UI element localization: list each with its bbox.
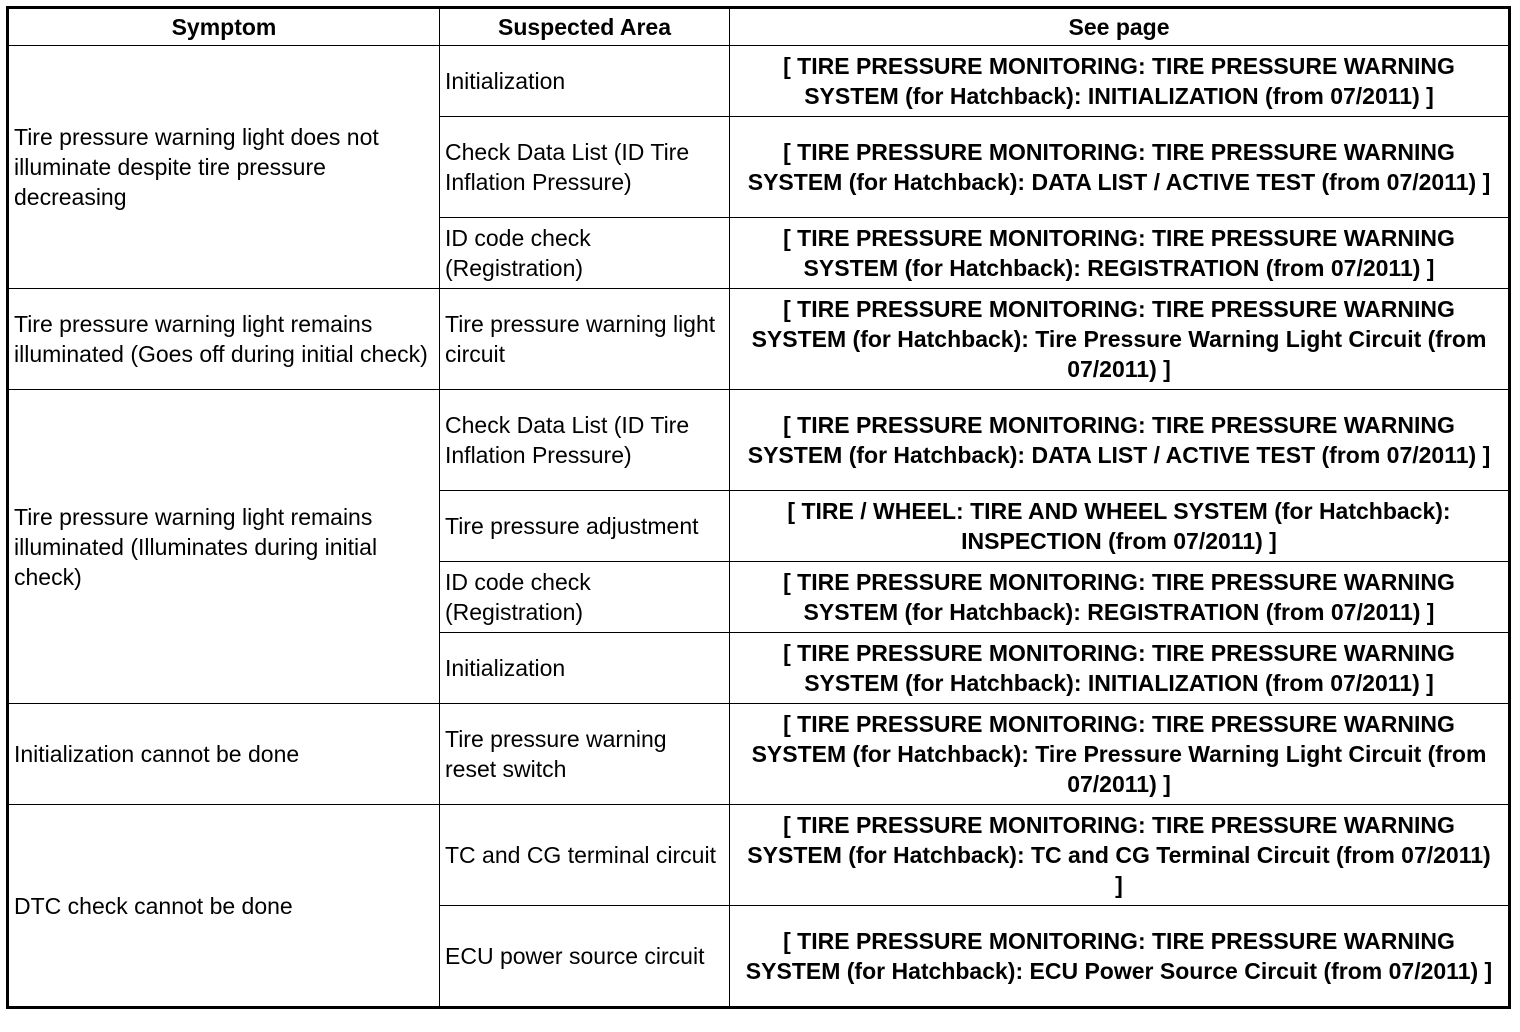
- symptom-cell: Initialization cannot be done: [8, 704, 440, 805]
- table-row: [8, 805, 1510, 906]
- see-page-link[interactable]: [ TIRE PRESSURE MONITORING: TIRE PRESSURE WARNING SYSTEM (for Hatchback): DATA LIST / ACTIVE TEST (from 07/2011) ]: [730, 390, 1510, 491]
- suspected-area-cell: Check Data List (ID Tire Inflation Pressure): [440, 117, 730, 218]
- see-page-link[interactable]: [ TIRE PRESSURE MONITORING: TIRE PRESSURE WARNING SYSTEM (for Hatchback): REGISTRATION (from 07/2011) ]: [730, 218, 1510, 289]
- symptom-cell: DTC check cannot be done: [8, 805, 440, 1008]
- table-row: [8, 46, 1510, 117]
- see-page-link[interactable]: [ TIRE PRESSURE MONITORING: TIRE PRESSURE WARNING SYSTEM (for Hatchback): INITIALIZATION (from 07/2011) ]: [730, 46, 1510, 117]
- see-page-link[interactable]: [ TIRE PRESSURE MONITORING: TIRE PRESSURE WARNING SYSTEM (for Hatchback): Tire Pressure Warning Light Circuit (from 07/2011) ]: [730, 704, 1510, 805]
- symptom-table: [6, 6, 1511, 1009]
- table-row: [8, 390, 1510, 491]
- see-page-link[interactable]: [ TIRE PRESSURE MONITORING: TIRE PRESSURE WARNING SYSTEM (for Hatchback): TC and CG Terminal Circuit (from 07/2011) ]: [730, 805, 1510, 906]
- table-row: [8, 289, 1510, 390]
- symptom-cell: Tire pressure warning light remains illuminated (Goes off during initial check): [8, 289, 440, 390]
- suspected-area-cell: Tire pressure adjustment: [440, 491, 730, 562]
- table-row: [8, 704, 1510, 805]
- suspected-area-cell: Initialization: [440, 46, 730, 117]
- see-page-link[interactable]: [ TIRE PRESSURE MONITORING: TIRE PRESSURE WARNING SYSTEM (for Hatchback): REGISTRATION (from 07/2011) ]: [730, 562, 1510, 633]
- header-suspected-area: Suspected Area: [440, 8, 730, 46]
- header-row: [8, 8, 1510, 46]
- suspected-area-cell: Tire pressure warning reset switch: [440, 704, 730, 805]
- see-page-link[interactable]: [ TIRE PRESSURE MONITORING: TIRE PRESSURE WARNING SYSTEM (for Hatchback): DATA LIST / ACTIVE TEST (from 07/2011) ]: [730, 117, 1510, 218]
- symptom-cell: Tire pressure warning light remains illuminated (Illuminates during initial check): [8, 390, 440, 704]
- see-page-link[interactable]: [ TIRE PRESSURE MONITORING: TIRE PRESSURE WARNING SYSTEM (for Hatchback): INITIALIZATION (from 07/2011) ]: [730, 633, 1510, 704]
- see-page-link[interactable]: [ TIRE PRESSURE MONITORING: TIRE PRESSURE WARNING SYSTEM (for Hatchback): Tire Pressure Warning Light Circuit (from 07/2011) ]: [730, 289, 1510, 390]
- header-see-page: See page: [730, 8, 1510, 46]
- suspected-area-cell: Check Data List (ID Tire Inflation Pressure): [440, 390, 730, 491]
- suspected-area-cell: Tire pressure warning light circuit: [440, 289, 730, 390]
- suspected-area-cell: ID code check (Registration): [440, 562, 730, 633]
- see-page-link[interactable]: [ TIRE / WHEEL: TIRE AND WHEEL SYSTEM (for Hatchback): INSPECTION (from 07/2011) ]: [730, 491, 1510, 562]
- suspected-area-cell: TC and CG terminal circuit: [440, 805, 730, 906]
- symptom-cell: Tire pressure warning light does not illuminate despite tire pressure decreasing: [8, 46, 440, 289]
- suspected-area-cell: ID code check (Registration): [440, 218, 730, 289]
- suspected-area-cell: Initialization: [440, 633, 730, 704]
- suspected-area-cell: ECU power source circuit: [440, 906, 730, 1008]
- see-page-link[interactable]: [ TIRE PRESSURE MONITORING: TIRE PRESSURE WARNING SYSTEM (for Hatchback): ECU Power Source Circuit (from 07/2011) ]: [730, 906, 1510, 1008]
- header-symptom: Symptom: [8, 8, 440, 46]
